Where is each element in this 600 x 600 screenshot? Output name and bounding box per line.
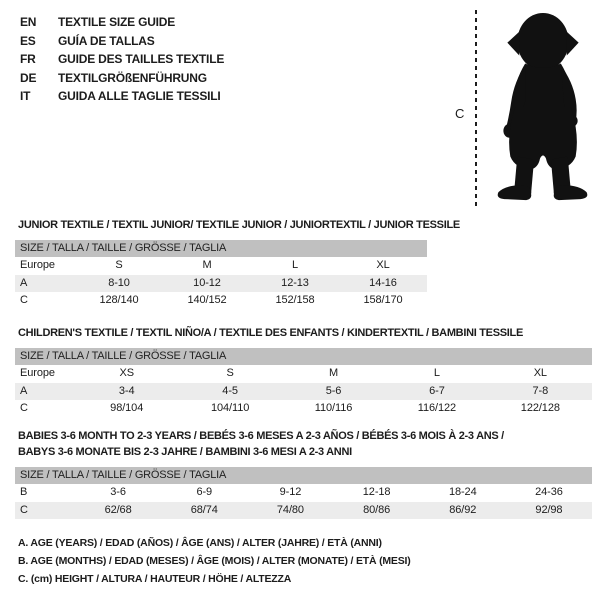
size-value: 92/98 [535,503,563,516]
size-value: 152/158 [275,294,315,306]
size-value: M [202,259,212,271]
table-title: JUNIOR TEXTILE / TEXTIL JUNIOR/ TEXTILE JUNIOR / JUNIORTEXTIL / JUNIOR TESSILE [18,219,460,231]
babies-textile-table-section [15,428,592,519]
baby-silhouette-icon [485,10,600,208]
size-value: 68/74 [190,503,218,516]
size-value: 80/86 [363,503,391,516]
size-value: 12-18 [362,486,391,498]
language-code: IT [20,89,31,103]
size-table [15,240,427,310]
size-value: XS [119,367,134,379]
footnote-line: A. AGE (YEARS) / EDAD (AÑOS) / ÂGE (ANS) / ALTER (JAHRE) / ETÀ (ANNI) [18,537,382,549]
table-row [15,484,592,502]
size-value: 128/140 [99,294,139,306]
row-label: C [20,402,28,414]
size-value: 3-4 [118,384,135,397]
table-row [15,400,592,418]
size-value: 8-10 [108,276,130,289]
size-value: 4-5 [222,384,238,397]
table-row [15,275,427,293]
language-label: TEXTILGRÖßENFÜHRUNG [58,70,207,85]
language-row [20,69,224,88]
size-value: M [328,367,339,379]
size-value: 104/110 [210,402,250,414]
size-table [15,467,592,519]
row-label: A [20,384,28,397]
size-value: 5-6 [325,384,342,397]
language-label: GUIDE DES TAILLES TEXTILE [58,52,225,66]
table-row [15,383,592,401]
size-header-band: SIZE / TALLA / TAILLE / GRÖSSE / TAGLIA [15,240,427,257]
language-label: GUIDA ALLE TAGLIE TESSILI [58,89,221,103]
size-value: 86/92 [449,503,477,516]
language-label: TEXTILE SIZE GUIDE [58,15,176,29]
language-row [20,13,224,32]
language-code: ES [20,33,36,48]
language-row [20,87,224,106]
size-value: 14-16 [369,276,397,289]
row-label: Europe [20,367,55,379]
table-title: BABYS 3-6 MONATE BIS 2-3 JAHRE / BAMBINI 3-6 MESI A 2-3 ANNI [18,446,352,458]
row-label: C [20,503,28,516]
size-value: XL [376,259,390,271]
size-value: 98/104 [110,402,144,414]
language-code: DE [20,70,37,85]
height-dashed-line [475,10,477,208]
language-label: GUÍA DE TALLAS [58,33,155,48]
row-label: C [20,294,28,306]
size-value: 110/116 [314,402,353,414]
row-label: Europe [20,259,55,271]
size-value: 62/68 [104,503,132,516]
baby-figure [452,6,600,212]
size-value: 18-24 [448,486,477,498]
size-header-band: SIZE / TALLA / TAILLE / GRÖSSE / TAGLIA [15,348,592,365]
table-row [15,257,427,275]
footnote-line: B. AGE (MONTHS) / EDAD (MESES) / ÂGE (MOIS) / ALTER (MONATE) / ETÀ (MESI) [18,555,411,567]
size-value: 10-12 [193,276,221,289]
footnote-line: C. (cm) HEIGHT / ALTURA / HAUTEUR / HÖHE / ALTEZZA [18,573,292,585]
size-value: XL [533,367,547,379]
table-title: BABIES 3-6 MONTH TO 2-3 YEARS / BEBÉS 3-6 MESES A 2-3 AÑOS / BÉBÉS 3-6 MOIS À 2-3 ANS / [18,430,504,442]
childrens-textile-table-section [15,325,592,418]
size-value: 122/128 [520,402,560,414]
size-value: 7-8 [532,384,549,397]
table-row [15,502,592,520]
language-row [20,32,224,51]
size-value: L [433,367,440,379]
size-value: 158/170 [363,294,403,306]
size-value: L [291,259,299,271]
size-value: S [226,367,234,379]
row-label: A [20,276,28,289]
table-row [15,365,592,383]
size-value: 140/152 [187,294,227,306]
size-value: 116/122 [417,402,457,414]
size-value: 3-6 [110,486,126,498]
size-value: S [115,259,123,271]
language-list [20,13,224,106]
table-row [15,292,427,310]
footnotes [18,534,411,588]
size-value: 9-12 [279,486,302,498]
size-value: 24-36 [535,486,563,498]
height-label-c: C [455,106,465,121]
language-code: FR [20,52,36,66]
size-table [15,348,592,418]
language-row [20,50,224,69]
size-value: 6-9 [196,486,213,498]
size-value: 74/80 [276,503,304,516]
size-header-band: SIZE / TALLA / TAILLE / GRÖSSE / TAGLIA [15,467,592,484]
table-title: CHILDREN'S TEXTILE / TEXTIL NIÑO/A / TEXTILE DES ENFANTS / KINDERTEXTIL / BAMBINI TESSILE [18,327,523,339]
language-code: EN [20,15,37,29]
size-value: 6-7 [429,384,445,397]
size-value: 12-13 [281,276,309,289]
junior-textile-table-section [15,217,460,310]
row-label: B [20,486,28,498]
